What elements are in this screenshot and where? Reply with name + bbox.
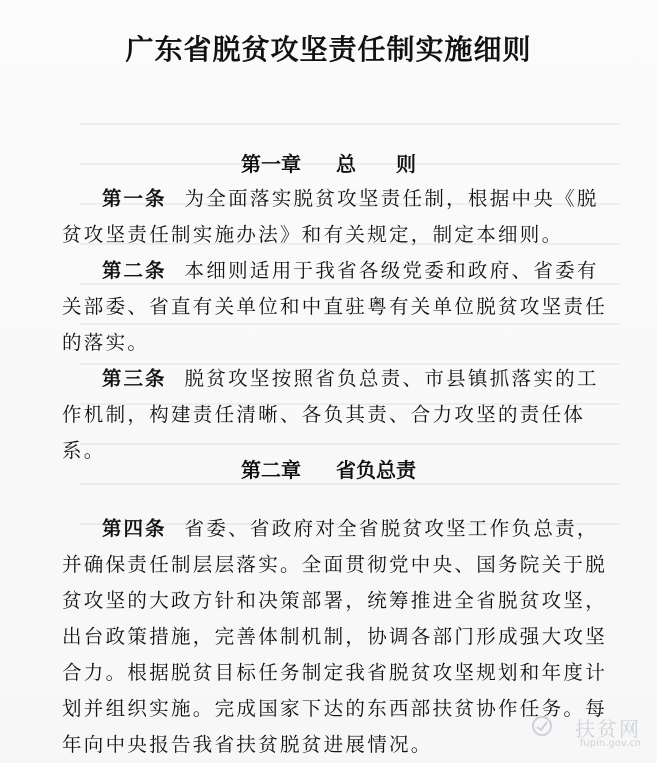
- chapter-heading-2: [0, 454, 657, 483]
- watermark-url: fupin.gov.cn: [579, 738, 641, 749]
- article-label: 第二条: [102, 259, 167, 282]
- article-text: 脱贫攻坚按照省负总责、市县镇抓落实的工作机制，构建责任清晰、各负其责、合力攻坚的责任体系。: [62, 367, 599, 462]
- article-label: 第四条: [102, 517, 167, 540]
- article-text: 省委、省政府对全省脱贫攻坚工作负总责，并确保责任制层层落实。全面贯彻党中央、国务院关于脱贫攻坚的大政方针和决策部署，统筹推进全省脱贫攻坚，出台政策措施，完善体制机制，协调各部门形成强大攻坚合力。根据脱贫目标任务制定我省脱贫攻坚规划和年度计划并组织实施。完成国家下达的东西部扶贫协作任务。每年向中央报告我省扶贫脱贫进展情况。: [62, 517, 608, 756]
- watermark-logo-icon: [531, 715, 553, 737]
- watermark-text: 扶贫网: [575, 717, 641, 741]
- article-text: 为全面落实脱贫攻坚责任制，根据中央《脱贫攻坚责任制实施办法》和有关规定，制定本细则。: [62, 187, 599, 246]
- article-4: [62, 511, 607, 763]
- site-watermark: [531, 713, 641, 749]
- article-label: 第三条: [102, 367, 167, 390]
- chapter-heading-1: [0, 148, 657, 177]
- article-1: [62, 181, 607, 253]
- document-title: 广东省脱贫攻坚责任制实施细则: [125, 33, 532, 66]
- article-3: [62, 361, 607, 469]
- chapter-number: 第一章: [241, 152, 302, 176]
- article-label: 第一条: [102, 187, 167, 210]
- chapter-title: 总 则: [335, 152, 416, 176]
- chapter-number: 第二章: [241, 458, 302, 482]
- article-text: 本细则适用于我省各级党委和政府、省委有关部委、省直有关单位和中直驻粤有关单位脱贫攻坚责任的落实。: [62, 259, 608, 354]
- chapter-title: 省负总责: [335, 458, 416, 482]
- article-2: [62, 253, 607, 361]
